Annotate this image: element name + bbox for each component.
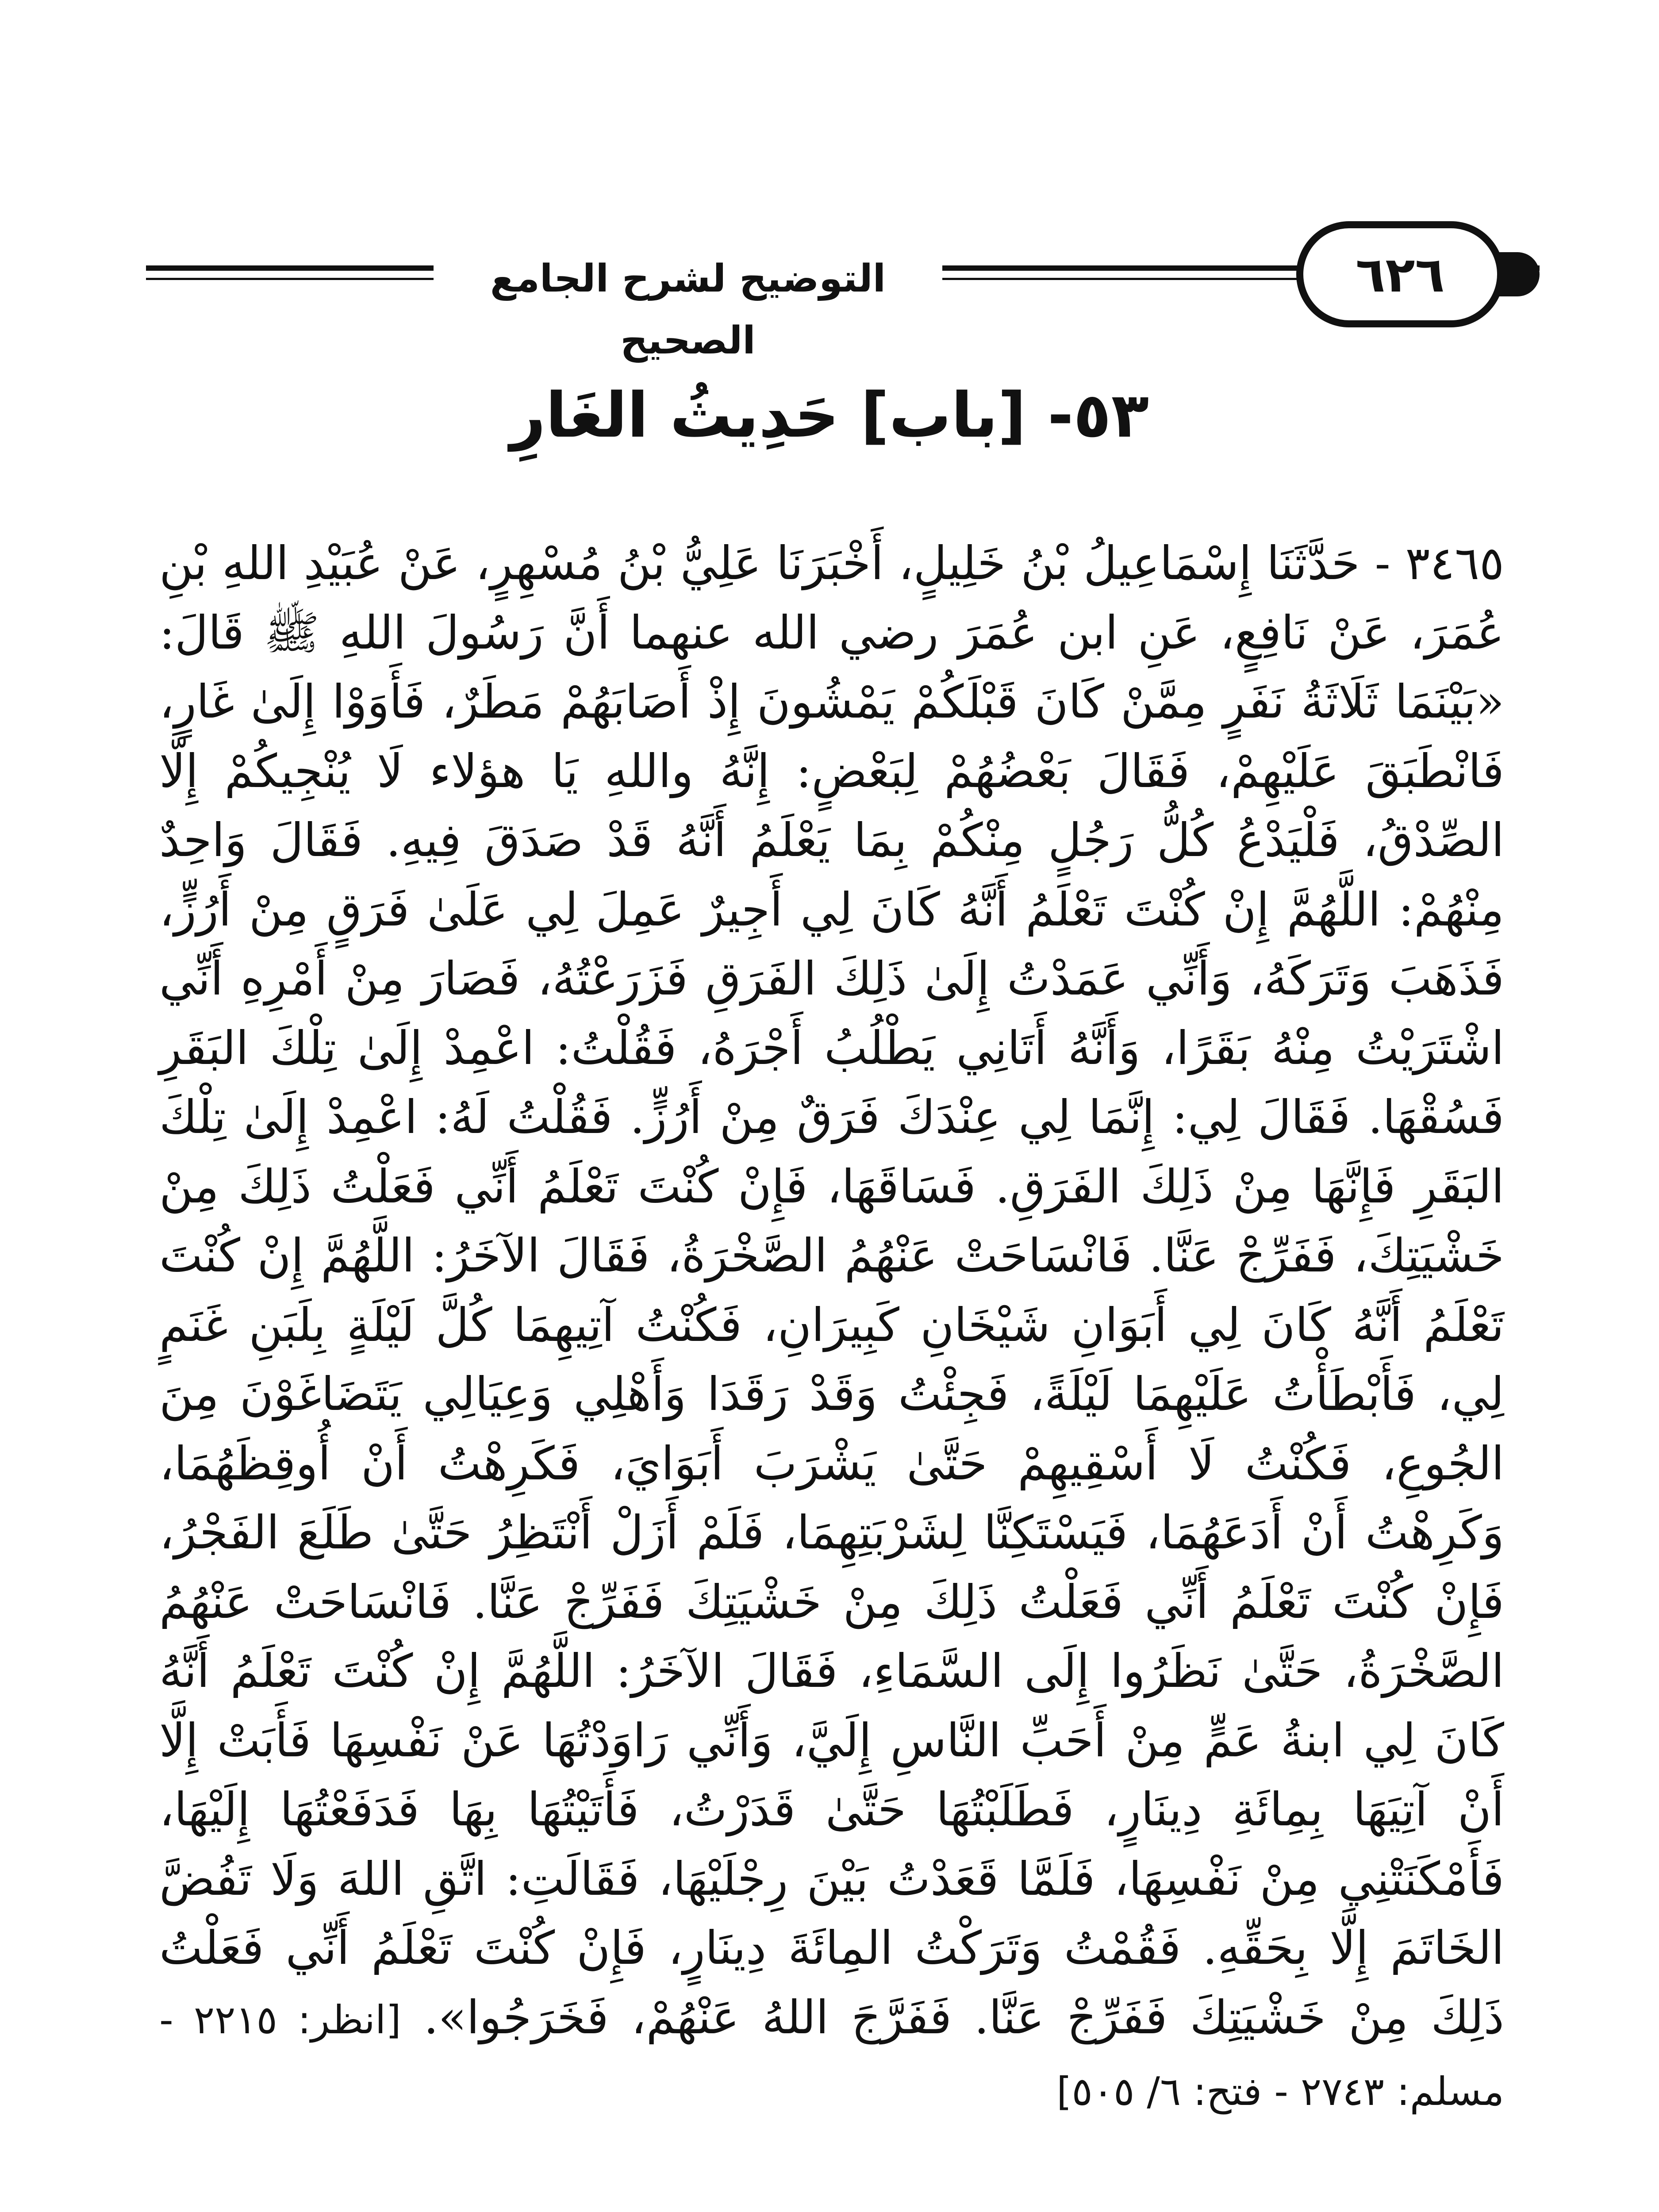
chapter-title: ٥٣- [باب] حَدِيثُ الغَارِ [510, 380, 1149, 452]
hadith-text: ٣٤٦٥ - حَدَّثَنَا إِسْمَاعِيلُ بْنُ خَلِيلٍ، أَخْبَرَنَا عَلِيُّ بْنُ مُسْهِرٍ، عَنْ عُبَيْدِ اللهِ بْنِ عُمَرَ، عَنْ نَافِعٍ، عَنِ ابن عُمَرَ رضي الله عنهما أَنَّ رَسُولَ اللهِ ﷺ قَالَ: «بَيْنَمَا ثَلَاثَةُ نَفَرٍ مِمَّنْ كَانَ قَبْلَكُمْ يَمْشُونَ إِذْ أَصَابَهُمْ مَطَرٌ، فَأَوَوْا إِلَىٰ غَارٍ، فَانْطَبَقَ عَلَيْهِمْ، فَقَالَ بَعْضُهُمْ لِبَعْضٍ: إِنَّهُ واللهِ يَا هؤلاء لَا يُنْجِيكُمْ إِلَّا الصِّدْقُ، فَلْيَدْعُ كُلُّ رَجُلٍ مِنْكُمْ بِمَا يَعْلَمُ أَنَّهُ قَدْ صَدَقَ فِيهِ. فَقَالَ وَاحِدٌ مِنْهُمْ: اللَّهُمَّ إِنْ كُنْتَ تَعْلَمُ أَنَّهُ كَانَ لِي أَجِيرٌ عَمِلَ لِي عَلَىٰ فَرَقٍ مِنْ أَرُزٍّ، فَذَهَبَ وَتَرَكَهُ، وَأَنِّي عَمَدْتُ إِلَىٰ ذَلِكَ الفَرَقِ فَزَرَعْتُهُ، فَصَارَ مِنْ أَمْرِهِ أَنِّي اشْتَرَيْتُ مِنْهُ بَقَرًا، وَأَنَّهُ أَتَانِي يَطْلُبُ أَجْرَهُ، فَقُلْتُ: اعْمِدْ إِلَىٰ تِلْكَ البَقَرِ فَسُقْهَا. فَقَالَ لِي: إِنَّمَا لِي عِنْدَكَ فَرَقٌ مِنْ أَرُزٍّ. فَقُلْتُ لَهُ: اعْمِدْ إِلَىٰ تِلْكَ البَقَرِ فَإِنَّهَا مِنْ ذَلِكَ الفَرَقِ. فَسَاقَهَا، فَإِنْ كُنْتَ تَعْلَمُ أَنِّي فَعَلْتُ ذَلِكَ مِنْ خَشْيَتِكَ، فَفَرِّجْ عَنَّا. فَانْسَاحَتْ عَنْهُمُ الصَّخْرَةُ، فَقَالَ الآخَرُ: اللَّهُمَّ إِنْ كُنْتَ تَعْلَمُ أَنَّهُ كَانَ لِي أَبَوَانِ شَيْخَانِ كَبِيرَانِ، فَكُنْتُ آتِيهِمَا كُلَّ لَيْلَةٍ بِلَبَنِ غَنَمٍ لِي، فَأَبْطَأْتُ عَلَيْهِمَا لَيْلَةً، فَجِئْتُ وَقَدْ رَقَدَا وَأَهْلِي وَعِيَالِي يَتَضَاغَوْنَ مِنَ الجُوعِ، فَكُنْتُ لَا أَسْقِيهِمْ حَتَّىٰ يَشْرَبَ أَبَوَايَ، فَكَرِهْتُ أَنْ أُوقِظَهُمَا، وَكَرِهْتُ أَنْ أَدَعَهُمَا، فَيَسْتَكِنَّا لِشَرْبَتِهِمَا، فَلَمْ أَزَلْ أَنْتَظِرُ حَتَّىٰ طَلَعَ الفَجْرُ، فَإِنْ كُنْتَ تَعْلَمُ أَنِّي فَعَلْتُ ذَلِكَ مِنْ خَشْيَتِكَ فَفَرِّجْ عَنَّا. فَانْسَاحَتْ عَنْهُمُ الصَّخْرَةُ، حَتَّىٰ نَظَرُوا إِلَى السَّمَاءِ، فَقَالَ الآخَرُ: اللَّهُمَّ إِنْ كُنْتَ تَعْلَمُ أَنَّهُ كَانَ لِي ابنةُ عَمٍّ مِنْ أَحَبِّ النَّاسِ إِلَيَّ، وَأَنِّي رَاوَدْتُهَا عَنْ نَفْسِهَا فَأَبَتْ إِلَّا أَنْ آتِيَهَا بِمِائَةِ دِينَارٍ، فَطَلَبْتُهَا حَتَّىٰ قَدَرْتُ، فَأَتَيْتُهَا بِهَا فَدَفَعْتُهَا إِلَيْهَا، فَأَمْكَنَتْنِي مِنْ نَفْسِهَا، فَلَمَّا قَعَدْتُ بَيْنَ رِجْلَيْهَا، فَقَالَتِ: اتَّقِ اللهَ وَلَا تَفُضَّ الخَاتَمَ إِلَّا بِحَقِّهِ. فَقُمْتُ وَتَرَكْتُ المِائَةَ دِينَارٍ، فَإِنْ كُنْتَ تَعْلَمُ أَنِّي فَعَلْتُ ذَلِكَ مِنْ خَشْيَتِكَ فَفَرِّجْ عَنَّا. فَفَرَّجَ اللهُ عَنْهُمْ، فَخَرَجُوا». [159, 536, 1505, 2044]
hadith-paragraph [159, 529, 1504, 2127]
page-number: ٦٢٦ [1356, 246, 1445, 303]
hadith-reference: [انظر: ٢٢١٥ - مسلم: ٢٧٤٣ - فتح: ٦/ ٥٠٥] [159, 1997, 1504, 2114]
page-header [146, 221, 1540, 363]
hadith-body [159, 529, 1504, 2127]
page-number-badge [1296, 221, 1504, 327]
running-title: التوضيح لشرح الجامع الصحيح [434, 248, 942, 310]
